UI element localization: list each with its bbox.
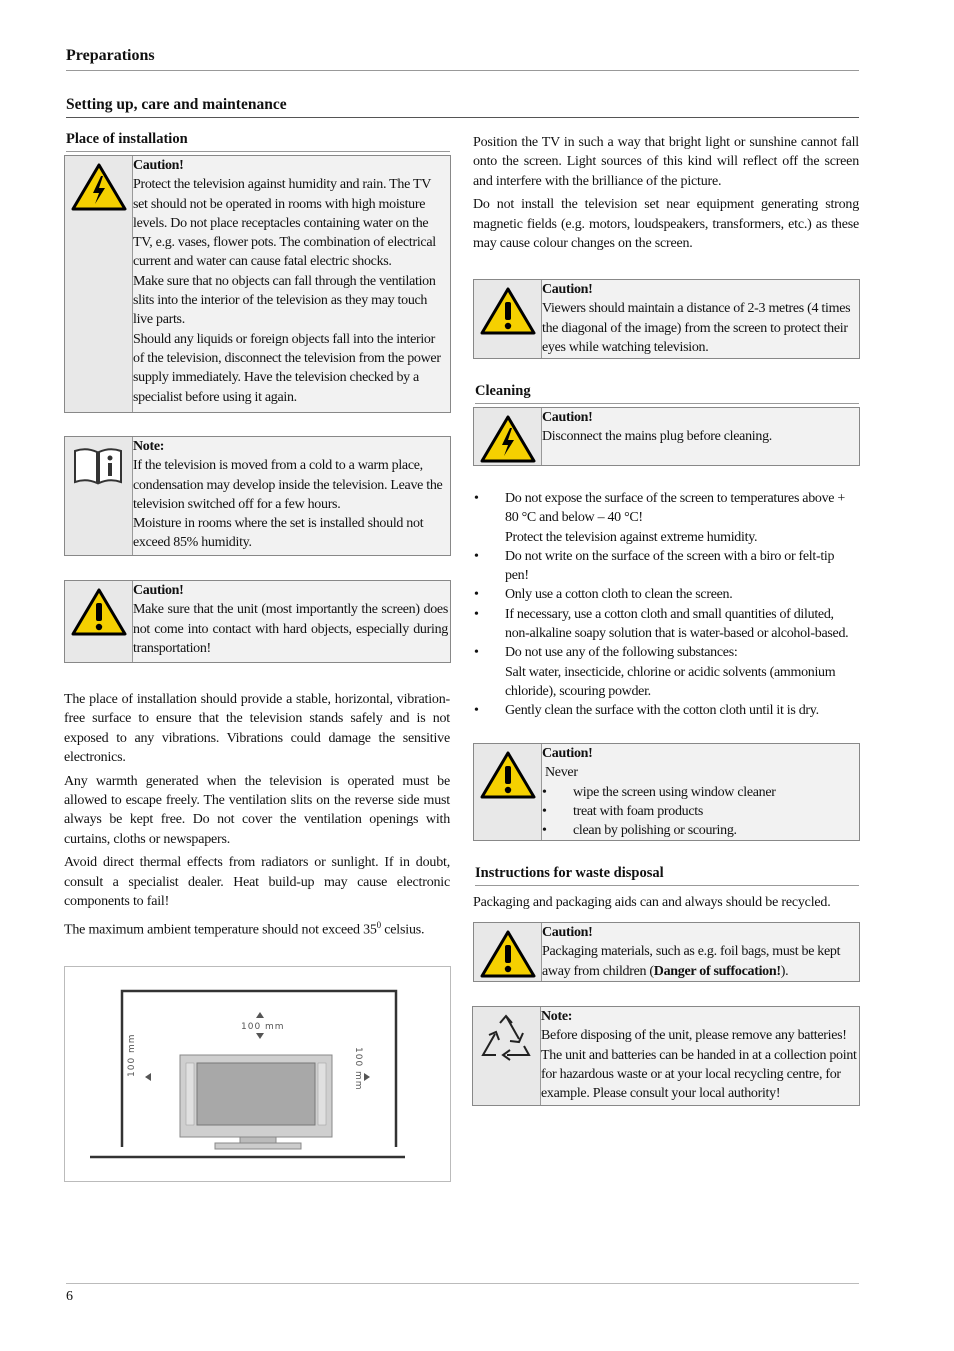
caution-text: Packaging materials, such as e.g. foil bags, must be kept away from children (Danger of suffocation!). xyxy=(542,944,841,979)
caution-title: Caution! xyxy=(542,282,593,297)
note-text: Moisture in rooms where the set is installed should not exceed 85% humidity. xyxy=(133,516,424,551)
cleaning-rule xyxy=(475,403,859,404)
caution-text: Disconnect the mains plug before cleaning. xyxy=(542,429,772,445)
note-box-disposal xyxy=(472,1006,860,1106)
caution-box-viewing-distance xyxy=(473,279,860,359)
waste-rule xyxy=(475,885,859,886)
never-list xyxy=(542,783,857,841)
caution-box-humidity xyxy=(64,155,451,413)
waste-heading: Instructions for waste disposal xyxy=(475,865,664,881)
body-paragraph: Position the TV in such a way that bright light or sunshine cannot fall onto the screen. Light sources of this kind will reflect off the screen and interfere with the brilliance of the picture. xyxy=(473,135,859,189)
list-item: • Do not use any of the following substances: Salt water, insecticide, chlorine or acidic solvents (ammonium chloride), scouring powder. xyxy=(474,643,859,701)
installation-clearance-figure xyxy=(64,966,451,1182)
note-box-condensation xyxy=(64,436,451,556)
page-number: 6 xyxy=(66,1289,73,1304)
exclamation-warning-icon xyxy=(480,286,536,336)
info-book-icon xyxy=(71,443,125,489)
list-item: • Gently clean the surface with the cotton cloth until it is dry. xyxy=(474,701,859,720)
clearance-label-left: 100 mm xyxy=(127,1033,137,1077)
exclamation-warning-icon xyxy=(71,587,127,637)
footer-rule xyxy=(66,1283,859,1284)
list-item: • wipe the screen using window cleaner xyxy=(542,783,857,802)
list-item: • clean by polishing or scouring. xyxy=(542,821,857,840)
cleaning-heading: Cleaning xyxy=(475,383,531,399)
note-title: Note: xyxy=(541,1009,573,1024)
caution-text: Should any liquids or foreign objects fall into the interior of the television, disconnect the television from the power supply immediately. Have the television checked by a specialist before using it again. xyxy=(133,331,441,405)
header-rule xyxy=(66,70,859,71)
body-paragraph: The place of installation should provide a stable, horizontal, vibration-free surface to ensure that the television stands safely and is not exposed to any vibrations. Vibrations could damage the sensitive electronics. xyxy=(64,692,450,765)
caution-box-never xyxy=(473,743,860,841)
clearance-label-top: 100 mm xyxy=(241,1022,285,1032)
body-paragraph: Do not install the television set near equipment generating strong magnetic fields (e.g. motors, loudspeakers, transformers, etc.) as these may cause colour changes on the screen. xyxy=(473,197,859,251)
caution-text: Make sure that the unit (most importantly the screen) does not come into contact with hard objects, especially during transportation! xyxy=(133,602,448,656)
list-item: • Only use a cotton cloth to clean the screen. xyxy=(474,585,859,604)
caution-box-transport xyxy=(64,580,451,663)
body-paragraph: The maximum ambient temperature should not exceed $35^0$ celsius. xyxy=(64,919,425,938)
placement-body xyxy=(473,133,859,258)
title-rule xyxy=(66,117,859,118)
recycle-icon xyxy=(479,1013,533,1063)
list-item: • treat with foam products xyxy=(542,802,857,821)
list-item: • Do not expose the surface of the screen to temperatures above + 80 °C and below – 40 °C! Protect the television against extreme humidity. xyxy=(474,489,859,547)
caution-box-mains xyxy=(473,407,860,466)
body-paragraph: Avoid direct thermal effects from radiators or sunlight. If in doubt, consult a specialist dealer. Heat build-up may cause electronic components to fail! xyxy=(64,855,450,909)
section-header: Preparations xyxy=(66,47,155,64)
caution-text: Make sure that no objects can fall through the ventilation slits into the interior of the television as they may touch live parts. xyxy=(133,273,436,328)
caution-title: Caution! xyxy=(133,583,184,598)
note-text: Before disposing of the unit, please remove any batteries! The unit and batteries can be handed in at a collection point for hazardous waste or at your local recycling centre, for example. Please consult your local authority! xyxy=(541,1028,857,1102)
body-paragraph: Any warmth generated when the television is operated must be allowed to escape freely. The ventilation slits on the reverse side must always be kept free. Do not cover the ventilation openings with curtains, cloths or newspapers. xyxy=(64,773,450,847)
waste-body: Packaging and packaging aids can and always should be recycled. xyxy=(473,895,831,910)
note-title: Note: xyxy=(133,439,165,454)
cleaning-instructions-list xyxy=(474,489,859,721)
caution-text: Viewers should maintain a distance of 2-3 metres (4 times the diagonal of the image) from the screen to protect their eyes while watching television. xyxy=(542,301,851,355)
tv-clearance-diagram xyxy=(65,967,450,1181)
caution-title: Caution! xyxy=(133,158,184,173)
lightning-warning-icon xyxy=(71,162,127,212)
place-rule xyxy=(66,151,450,152)
caution-box-packaging xyxy=(473,922,860,982)
exclamation-warning-icon xyxy=(480,750,536,800)
caution-text: Never xyxy=(545,765,578,781)
installation-body xyxy=(64,690,450,944)
place-heading: Place of installation xyxy=(66,131,188,147)
page-title: Setting up, care and maintenance xyxy=(66,96,287,113)
caution-title: Caution! xyxy=(542,410,593,425)
exclamation-warning-icon xyxy=(480,929,536,979)
note-text: If the television is moved from a cold to a warm place, condensation may develop inside the television. Leave the television switched off for a few hours. xyxy=(133,458,443,512)
caution-text: Protect the television against humidity and rain. The TV set should not be operated in rooms with high moisture levels. Do not place receptacles containing water on the TV, e.g. vases, flower pots. The combination of electrical current and water can cause fatal electric shocks. xyxy=(133,177,436,270)
list-item: • If necessary, use a cotton cloth and small quantities of diluted, non-alkaline soapy solution that is water-based or alcohol-based. xyxy=(474,605,859,644)
list-item: • Do not write on the surface of the screen with a biro or felt-tip pen! xyxy=(474,547,859,586)
lightning-warning-icon xyxy=(480,414,536,464)
clearance-label-right: 100 mm xyxy=(353,1047,363,1091)
caution-title: Caution! xyxy=(542,925,593,940)
caution-title: Caution! xyxy=(542,746,593,761)
